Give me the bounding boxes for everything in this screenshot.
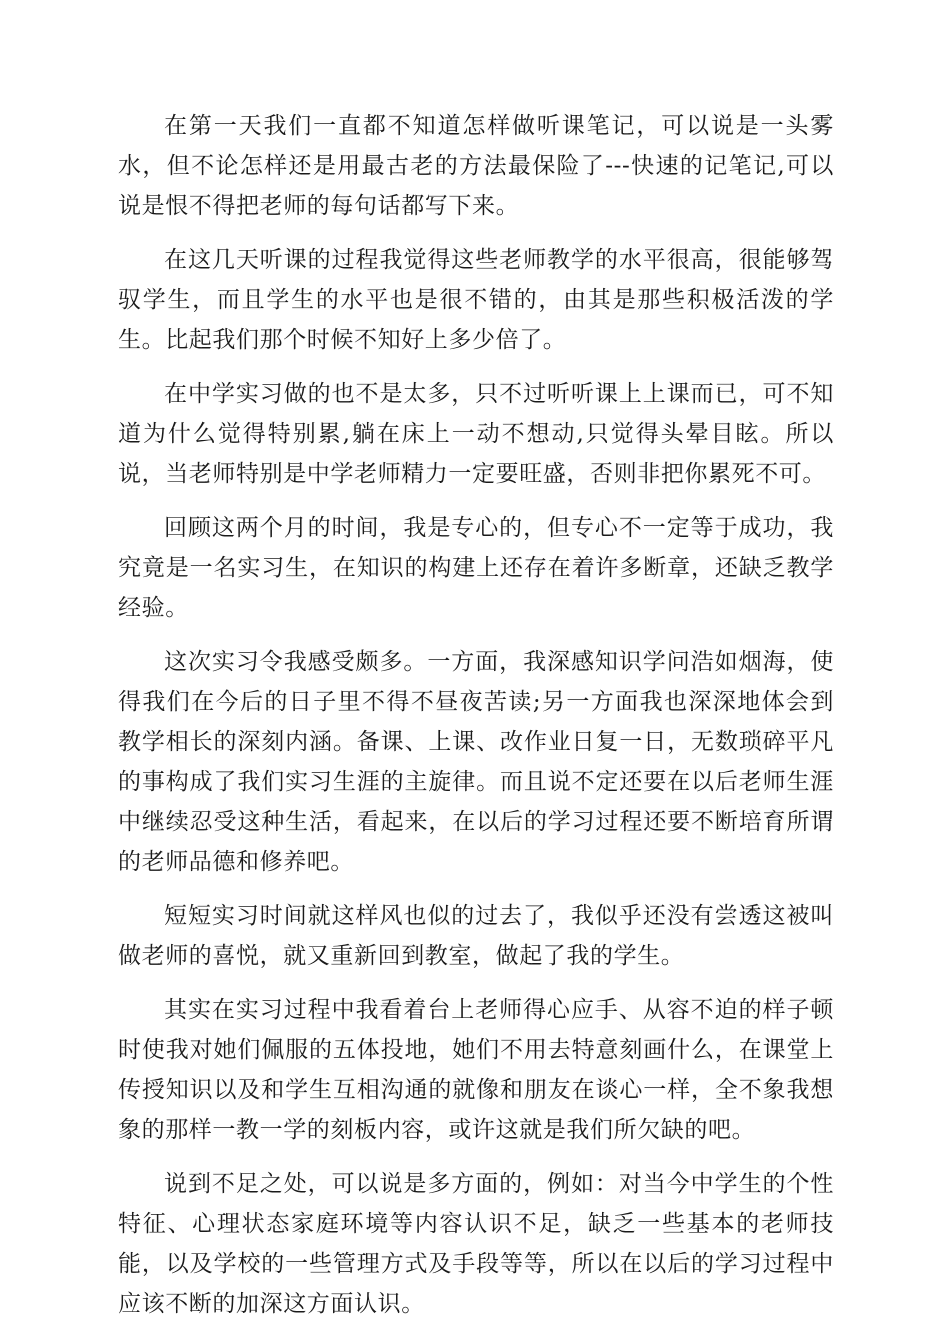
paragraph: 在中学实习做的也不是太多，只不过听听课上上课而已，可不知道为什么觉得特别累,躺在床上一动不想动,只觉得头晕目眩。所以说，当老师特别是中学老师精力一定要旺盛，否则非把你累死不可。 [118,381,834,487]
document-body [118,106,834,1338]
paragraph: 短短实习时间就这样风也似的过去了，我似乎还没有尝透这被叫做老师的喜悦，就又重新回到教室，做起了我的学生。 [118,903,834,969]
paragraph: 说到不足之处，可以说是多方面的，例如：对当今中学生的个性特征、心理状态家庭环境等内容认识不足，缺乏一些基本的老师技能，以及学校的一些管理方式及手段等等，所以在以后的学习过程中应该不断的加深这方面认识。 [118,1171,834,1317]
paragraph: 其实在实习过程中我看着台上老师得心应手、从容不迫的样子顿时使我对她们佩服的五体投地，她们不用去特意刻画什么，在课堂上传授知识以及和学生互相沟通的就像和朋友在谈心一样，全不象我想象的那样一教一学的刻板内容，或许这就是我们所欠缺的吧。 [118,997,834,1143]
paragraph: 回顾这两个月的时间，我是专心的，但专心不一定等于成功，我究竟是一名实习生，在知识的构建上还存在着许多断章，还缺乏教学经验。 [118,515,834,621]
paragraph: 在第一天我们一直都不知道怎样做听课笔记，可以说是一头雾水，但不论怎样还是用最古老的方法最保险了---快速的记笔记,可以说是恨不得把老师的每句话都写下来。 [118,113,834,219]
paragraph: 在这几天听课的过程我觉得这些老师教学的水平很高，很能够驾驭学生，而且学生的水平也是很不错的，由其是那些积极活泼的学生。比起我们那个时候不知好上多少倍了。 [118,247,834,353]
paragraph: 这次实习令我感受颇多。一方面，我深感知识学问浩如烟海，使得我们在今后的日子里不得不昼夜苦读;另一方面我也深深地体会到教学相长的深刻内涵。备课、上课、改作业日复一日，无数琐碎平凡的事构成了我们实习生涯的主旋律。而且说不定还要在以后老师生涯中继续忍受这种生活，看起来，在以后的学习过程还要不断培育所谓的老师品德和修养吧。 [118,649,834,875]
